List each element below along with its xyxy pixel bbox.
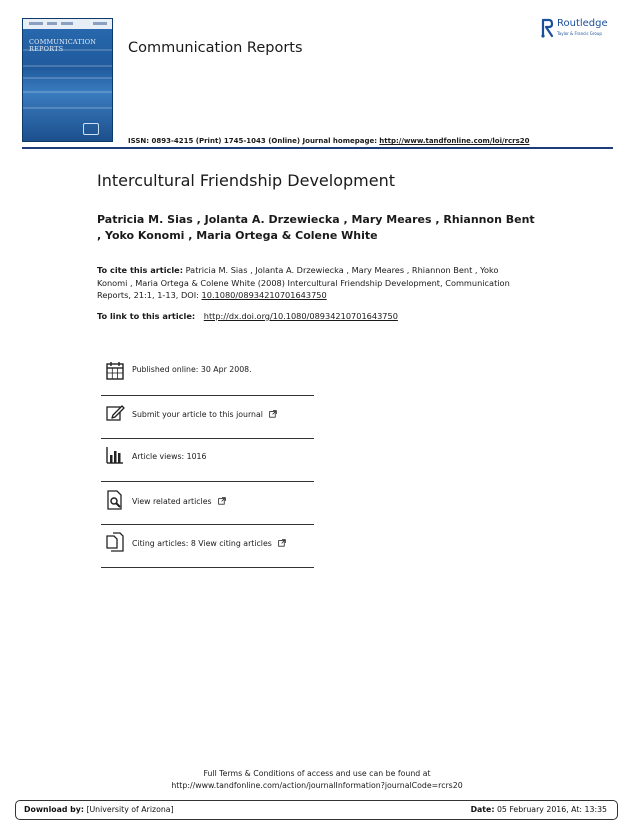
external-link-icon: [218, 497, 226, 505]
publisher-name: Routledge: [557, 18, 608, 29]
download-by-value: [University of Arizona]: [86, 805, 174, 814]
publisher-logo: [541, 18, 615, 40]
info-row-published: [101, 353, 314, 396]
download-date: [471, 805, 607, 814]
cover-top-strip: [23, 19, 112, 29]
article-link-line: [97, 311, 398, 321]
edit-icon: [105, 403, 125, 423]
info-row-views: [101, 439, 314, 482]
citing-articles-icon: [105, 532, 125, 552]
cite-text: Patricia M. Sias , Jolanta A. Drzewiecka , Mary Meares , Rhiannon Bent , Yoko Konomi , Maria Ortega & Colene White (2008) Intercultural Friendship Development, Communication Reports, 21:1, 1-13, DOI:: [97, 265, 510, 300]
article-doi-url-link[interactable]: http://dx.doi.org/10.1080/08934210701643750: [203, 311, 398, 321]
cover-emblem: [83, 123, 99, 135]
citing-articles-link[interactable]: [132, 539, 286, 548]
journal-homepage-link[interactable]: http://www.tandfonline.com/loi/rcrs20: [379, 137, 530, 145]
article-authors[interactable]: Patricia M. Sias , Jolanta A. Drzewiecka , Mary Meares , Rhiannon Bent , Yoko Konomi , Maria Ortega & Colene White: [97, 213, 535, 242]
cover-title: COMMUNICATION REPORTS: [29, 38, 97, 54]
terms-url-link[interactable]: http://www.tandfonline.com/action/journalInformation?journalCode=rcrs20: [171, 780, 463, 790]
journal-title[interactable]: Communication Reports: [128, 40, 303, 56]
related-articles-link[interactable]: [132, 497, 226, 506]
header-divider: [22, 147, 613, 149]
cite-label: To cite this article:: [97, 265, 183, 275]
info-row-related[interactable]: [101, 482, 314, 525]
date-value: 05 February 2016, At: 13:35: [496, 805, 607, 814]
published-date-text: Published online: 30 Apr 2008.: [132, 365, 252, 374]
download-by-label: Download by:: [24, 805, 84, 814]
submit-article-link[interactable]: [132, 410, 277, 419]
article-views-text: Article views: 1016: [132, 452, 207, 461]
journal-cover-image: [22, 18, 113, 142]
doi-link[interactable]: 10.1080/08934210701643750: [201, 290, 327, 300]
related-articles-label[interactable]: View related articles: [132, 497, 212, 506]
citing-articles-label[interactable]: Citing articles: 8 View citing articles: [132, 539, 272, 548]
date-label: Date:: [470, 805, 495, 814]
publisher-tagline: Taylor & Francis Group: [557, 31, 602, 36]
article-title: Intercultural Friendship Development: [97, 171, 395, 190]
routledge-logo-icon: [541, 18, 554, 38]
terms-notice: [0, 768, 634, 791]
calendar-icon: [105, 361, 125, 381]
citation-block: [97, 264, 527, 302]
info-row-citing[interactable]: [101, 525, 314, 568]
info-row-submit[interactable]: [101, 396, 314, 439]
search-document-icon: [105, 490, 125, 510]
bar-chart-icon: [105, 445, 125, 465]
download-info-box: [15, 800, 618, 820]
submit-article-label[interactable]: Submit your article to this journal: [132, 410, 263, 419]
issn-text: ISSN: 0893-4215 (Print) 1745-1043 (Online) Journal homepage:: [128, 137, 378, 145]
external-link-icon: [278, 539, 286, 547]
terms-line-1: Full Terms & Conditions of access and use can be found at: [203, 769, 431, 778]
download-by: [24, 805, 174, 814]
link-label: To link to this article:: [97, 311, 196, 321]
issn-line: [128, 137, 530, 145]
external-link-icon: [269, 410, 277, 418]
